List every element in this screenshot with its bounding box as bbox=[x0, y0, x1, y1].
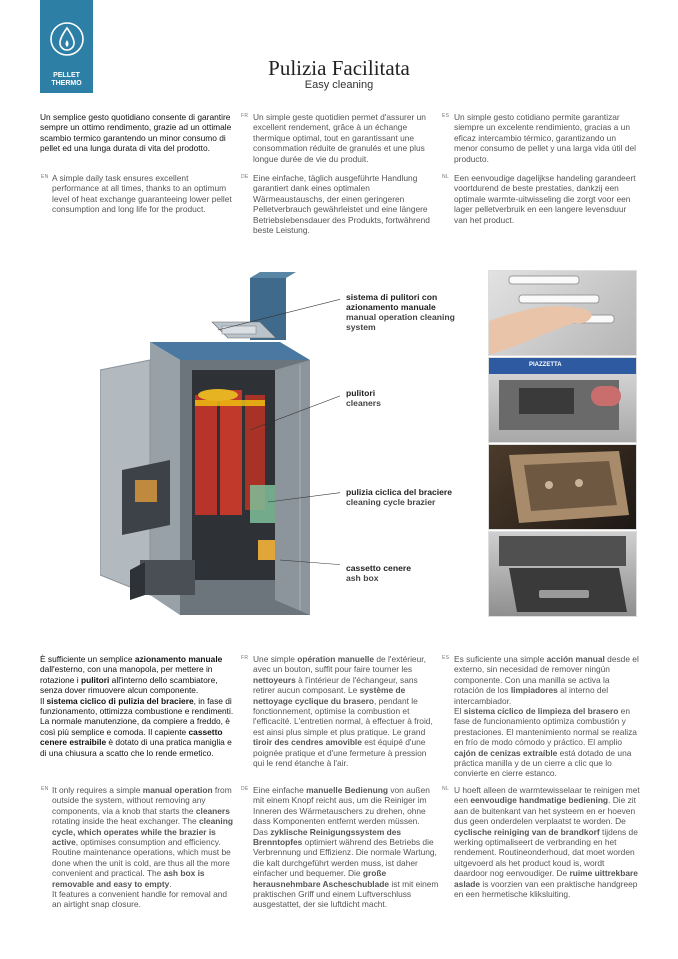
lang-code-es: ES bbox=[442, 113, 450, 119]
body-fr-b4: tiroir des cendres amovible bbox=[253, 737, 362, 748]
label-cleaning-system-it: sistema di pulitori con azionamento manuale bbox=[346, 292, 438, 312]
body-en-p1: It only requires a simple bbox=[52, 785, 143, 795]
body-it-p2: dall'esterno, con una manopola, per mettere in rotazione i bbox=[40, 664, 213, 685]
lang-code-fr-2: FR bbox=[241, 655, 249, 661]
body-fr-p5: est équipé d'une poignée pratique et d'une fermeture à pression qui le rend étanche à l'air. bbox=[253, 737, 427, 769]
intro-es: Un simple gesto cotidiano permite garantizar siempre un excelente rendimiento, gracias a un eficaz intercambio térmico, garantizando un menor consumo de pellet y una larga vida útil del producto. bbox=[454, 112, 637, 164]
body-es bbox=[454, 654, 640, 779]
lang-code-nl-2: NL bbox=[442, 786, 449, 792]
body-nl-b3: ruime uittrekbare aslade bbox=[454, 868, 638, 889]
photo-brazier-drawing bbox=[489, 445, 636, 529]
body-de-p3: Das bbox=[253, 826, 271, 837]
photo-brand-label: PIAZZETTA bbox=[529, 362, 562, 368]
body-de-p5: ist mit einem praktischen Griff und einem Luftverschluss ausgestattet, der sie luftdicht macht. bbox=[253, 878, 439, 910]
label-ashbox-en: ash box bbox=[346, 573, 379, 583]
body-en-b1: manual operation bbox=[142, 785, 213, 795]
intro-de: Eine einfache, täglich ausgeführte Handlung garantiert dank eines optimalen Wärmeaustauschs, der einen geringeren Pelletverbrauch gewährleistet und eine längere Betriebslebensdauer des Produkts, fortwährend beste Leistung. bbox=[253, 173, 430, 236]
body-en-p2: from outside the system, without removing any components, via a knob that starts the bbox=[52, 785, 232, 816]
body-de bbox=[253, 785, 439, 910]
body-en-b3: cleaning cycle, which operates while the brazier is active bbox=[52, 816, 233, 848]
body-fr-b1: opération manuelle bbox=[297, 654, 375, 664]
intro-en: A simple daily task ensures excellent performance at all times, thanks to an optimum level of heat exchange guaranteeing lower pellet consumption and long life for the product. bbox=[52, 173, 232, 215]
body-es-b4: cajón de cenizas extraíble bbox=[454, 747, 558, 758]
body-es-b1: acción manual bbox=[546, 654, 605, 664]
body-it-p1: È sufficiente un semplice bbox=[40, 654, 135, 664]
intro-fr: Un simple geste quotidien permet d'assurer un excellent rendement, grâce à un échange thermique optimal, tout en garantissant une consommation réduite de granulés et une plus longue durée de vie du produit. bbox=[253, 112, 426, 164]
lang-code-de: DE bbox=[241, 174, 249, 180]
photo-brazier bbox=[488, 444, 637, 530]
label-cleaners-en: cleaners bbox=[346, 398, 381, 408]
body-fr-p1: Une simple bbox=[253, 654, 298, 664]
body-it-p4: Il bbox=[40, 695, 47, 706]
body-es-p3: al interno del intercambiador. bbox=[454, 685, 609, 706]
label-brazier-en: cleaning cycle brazier bbox=[346, 497, 436, 507]
body-nl-p2: . Die zit aan de buitenkant van het systeem en er hoeven dus geen onderdelen verplaatst te worden. De bbox=[454, 795, 636, 827]
lang-code-fr: FR bbox=[241, 113, 249, 119]
body-en-p5: . bbox=[169, 878, 172, 889]
intro-it: Un semplice gesto quotidiano consente di garantire sempre un ottimo rendimento, grazie ad un ottimale scambio termico garantendo un minor consumo di pellet ed una lunga durata di vita del prodotto. bbox=[40, 112, 232, 154]
photo-ash-drawer-drawing bbox=[489, 532, 636, 616]
body-es-p6: está dotado de una práctica manilla y de un cierre a clic que lo convierte en cierre estanco. bbox=[454, 747, 632, 779]
body-it-b1: azionamento manuale bbox=[134, 654, 223, 664]
label-cleaners-it: pulitori bbox=[346, 388, 376, 398]
body-it-p3: all'interno dello scambiatore, senza dover rimuovere alcun componente. bbox=[40, 674, 218, 696]
flame-drop-icon bbox=[48, 20, 86, 58]
label-ashbox-it: cassetto cenere bbox=[346, 563, 411, 573]
body-fr-b2: nettoyeurs bbox=[253, 674, 296, 685]
label-brazier bbox=[346, 487, 476, 507]
body-en-p6: It features a convenient handle for removal and an airtight snap closure. bbox=[52, 889, 228, 910]
body-es-b3: sistema cíclico de limpieza del brasero bbox=[463, 706, 619, 717]
lang-code-de-2: DE bbox=[241, 786, 249, 792]
label-cleaners bbox=[346, 388, 466, 408]
photo-hand-operation bbox=[488, 270, 637, 356]
stove-cutaway-illustration bbox=[100, 270, 340, 620]
label-brazier-it: pulizia ciclica del braciere bbox=[346, 487, 453, 497]
body-fr-b3: système de nettoyage cyclique du brasero bbox=[253, 685, 406, 706]
body-de-p1: Eine einfache bbox=[253, 785, 307, 795]
label-ashbox bbox=[346, 563, 466, 583]
body-es-p1: Es suficiente una simple bbox=[454, 654, 547, 664]
label-cleaning-system-en: manual operation cleaning system bbox=[346, 312, 455, 332]
body-it-p5: , in fase di funzionamento, ottimizza combustione e rendimenti. La normale manutenzione, da compiere a freddo, è così più semplice e comoda. Il capiente bbox=[40, 695, 234, 737]
body-de-p2: von außen mit einem Knopf reicht aus, um die Reiniger im Inneren des Wärmetauschers zu drehen, ohne dass Komponenten entfernt werden müssen. bbox=[253, 785, 430, 827]
body-en-p3: rotating inside the heat exchanger. The bbox=[52, 816, 199, 827]
body-de-b1: manuelle Bedienung bbox=[306, 785, 388, 795]
body-nl bbox=[454, 785, 640, 899]
lang-code-es-2: ES bbox=[442, 655, 450, 661]
body-nl-p1: U hoeft alleen de warmtewisselaar te reinigen met een bbox=[454, 785, 640, 806]
body-nl-p3: tijdens de werking optimaliseert de verbranding en het rendement. Routineonderhoud, dat moet worden uitgevoerd als het product koud is, wordt daardoor nog eenvoudiger. De bbox=[454, 826, 638, 879]
body-it-p6: è dotato di una pratica maniglia e di una chiusura a scatto che lo rende ermetico. bbox=[40, 737, 232, 758]
body-de-b3: große herausnehmbare Ascheschublade bbox=[253, 868, 390, 889]
body-es-p2: desde el externo, sin necesidad de remover ningún componente. Con una manilla se activa la rotación de los bbox=[454, 654, 639, 696]
body-es-p4: El bbox=[454, 706, 464, 717]
body-it-b2: pulitori bbox=[80, 674, 110, 685]
photo-ash-drawer bbox=[488, 531, 637, 617]
body-es-b2: limpiadores bbox=[510, 685, 558, 696]
body-it-b3: sistema ciclico di pulizia del braciere bbox=[46, 695, 194, 706]
body-fr-p3: à l'intérieur de l'échangeur, sans retirer aucun composant. Le bbox=[253, 674, 418, 696]
brand-line2: THERMO bbox=[51, 80, 82, 87]
body-nl-b2: cyclische reiniging van de brandkorf bbox=[454, 826, 600, 837]
lang-code-en-2: EN bbox=[41, 786, 49, 792]
lang-code-en: EN bbox=[41, 174, 49, 180]
body-en-p4: , optimises consumption and efficiency. Routine maintenance operations, which must be done when the unit is cold, are thus all the more convenient and practical. The bbox=[52, 837, 231, 879]
body-nl-b1: eenvoudige handmatige bediening bbox=[470, 795, 609, 806]
body-en-b2: cleaners bbox=[195, 805, 230, 816]
body-de-p4: optimiert während des Betriebs die Verbrennung und Effizienz. Die normale Wartung, die kalt durchgeführt werden muss, ist daher einfacher und bequemer. Die bbox=[253, 837, 437, 879]
body-es-p5: en fase de funcionamiento optimiza combustión y prestaciones. El mantenimiento normal se realiza en frío de modo cómodo y práctico. El amplio bbox=[454, 706, 637, 748]
intro-nl: Een eenvoudige dagelijkse handeling garandeert voortdurend de beste prestaties, dankzij een optimale warmte-uitwisseling die zorgt voor een lager pelletverbruik en een langere levensduur van het product. bbox=[454, 173, 636, 225]
body-fr bbox=[253, 654, 439, 768]
body-nl-p4: is voorzien van een praktische handgreep en een hermetische kliksluiting. bbox=[454, 878, 638, 900]
page-subtitle: Easy cleaning bbox=[304, 79, 374, 91]
body-de-b2: zyklische Reinigungssystem des Brenntopfes bbox=[253, 826, 402, 848]
label-cleaning-system bbox=[346, 292, 466, 332]
body-fr-p4: , pendant le fonctionnement, optimise la combustion et l'efficacité. L'entretien normal, à effectuer à froid, est ainsi plus simple et plus pratique. Le grand bbox=[253, 695, 433, 737]
body-it bbox=[40, 654, 236, 758]
photo-stove-top bbox=[488, 357, 637, 443]
photo-hand-drawing bbox=[489, 271, 636, 355]
body-fr-p2: de l'extérieur, avec un bouton, suffit pour faire tourner les bbox=[253, 654, 426, 675]
body-it-b4: cassetto cenere estraibile bbox=[40, 726, 223, 748]
lang-code-nl: NL bbox=[442, 174, 449, 180]
page-title: Pulizia Facilitata bbox=[268, 56, 410, 80]
brand-line1: PELLET bbox=[53, 72, 80, 79]
body-en-b4: ash box is removable and easy to empty bbox=[52, 868, 205, 889]
body-en bbox=[52, 785, 236, 910]
